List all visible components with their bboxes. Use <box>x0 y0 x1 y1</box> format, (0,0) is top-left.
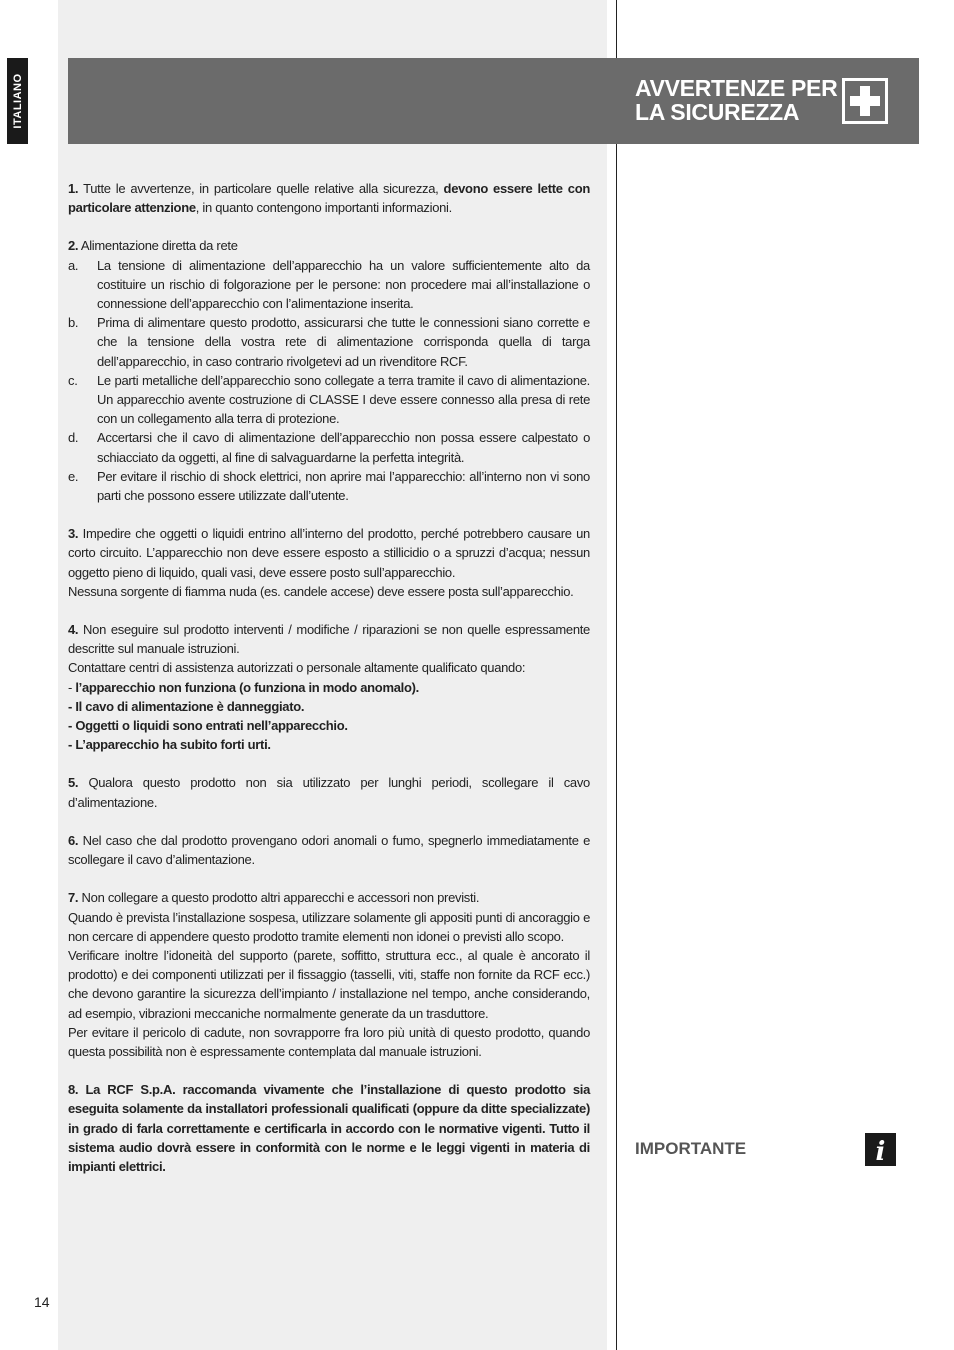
info-icon <box>865 1133 896 1166</box>
page-title-line2: LA SICUREZZA <box>635 99 800 125</box>
section-4-bullet-1: - l’apparecchio non funziona (o funziona in modo anomalo). <box>68 679 419 695</box>
section-3: 3. Impedire che oggetti o liquidi entrino all’interno del prodotto, perché potrebbero causare un corto circuito. L’apparecchio non deve essere esposto a stillicidio o a spruzzi d’acqua; nessun oggetto pieno di liquido, quali vasi, deve essere posto sull’apparecchio. <box>68 526 590 580</box>
section-1: 1. Tutte le avvertenze, in particolare quelle relative alla sicurezza, devono essere lette con particolare attenzione, in quanto contengono importanti informazioni. <box>68 181 590 216</box>
language-label: ITALIANO <box>11 73 24 129</box>
list-item: b. Prima di alimentare questo prodotto, assicurarsi che tutte le connessioni siano corrette e che la tensione della vostra rete di alimentazione corrisponda quella di targa dell’apparecchio, in caso contrario rivolgetevi ad un rivenditore RCF. <box>68 315 590 369</box>
first-aid-cross-icon <box>842 78 888 124</box>
section-7-paragraph-3: Verificare inoltre l’idoneità del supporto (parete, soffitto, struttura ecc., al quale è ancorato il prodotto) e dei componenti utilizzati per il fissaggio (tasselli, viti, staffe non fornite da RCF ecc.) che devono garantire la sicurezza dell’impianto / installazione nel tempo, anche considerando, ad esempio, vibrazioni meccaniche normalmente generate da un trasduttore. <box>68 947 590 1021</box>
list-item: a. La tensione di alimentazione dell’apparecchio ha un valore sufficientemente alto da costituire un rischio di folgorazione per le persone: non procedere mai all’installazione o connessione dell’apparecchio con l’alimentazione inserita. <box>68 257 590 312</box>
section-5: 5. Qualora questo prodotto non sia utilizzato per lunghi periodi, scollegare il cavo d’alimentazione. <box>68 775 590 810</box>
section-4-bullet-3: - Oggetti o liquidi sono entrati nell’apparecchio. <box>68 718 348 734</box>
column-divider <box>616 0 617 1350</box>
section-7-paragraph-4: Per evitare il pericolo di cadute, non sovrapporre fra loro più unità di questo prodotto, quando questa possibilità non è espressamente contemplata dal manuale istruzioni. <box>68 1024 590 1059</box>
importante-heading: IMPORTANTE <box>635 1139 747 1158</box>
section-3-paragraph-2: Nessuna sorgente di fiamma nuda (es. candele accese) deve essere posta sull’apparecchio. <box>68 583 574 599</box>
section-4-bullet-2: - Il cavo di alimentazione è danneggiato. <box>68 698 305 714</box>
list-item: d. Accertarsi che il cavo di alimentazione dell’apparecchio non possa essere calpestato o schiacciato da oggetti, al fine di salvaguardarne la perfetta integrità. <box>68 430 590 465</box>
section-4-paragraph-2: Contattare centri di assistenza autorizzati o personale altamente qualificato quando: <box>68 660 526 676</box>
section-2-title: 2. Alimentazione diretta da rete <box>68 238 238 254</box>
list-item: e. Per evitare il rischio di shock elettrici, non aprire mai l’apparecchio: all’interno non vi sono parti che possono essere utilizzate dall’utente. <box>68 468 590 504</box>
safety-content <box>68 179 590 1176</box>
svg-text:i: i <box>875 1137 886 1166</box>
page-title <box>635 76 837 124</box>
section-4-bullet-4: - L’apparecchio ha subito forti urti. <box>68 737 271 753</box>
section-7-paragraph-2: Quando è prevista l’installazione sospesa, utilizzare solamente gli appositi punti di ancoraggio e non cercare di appendere questo prodotto tramite elementi non idonei o previsti allo scopo. <box>68 909 590 944</box>
section-6: 6. Nel caso che dal prodotto provengano odori anomali o fumo, spegnerlo immediatamente e scollegare il cavo d’alimentazione. <box>68 832 590 868</box>
list-item: c. Le parti metalliche dell’apparecchio sono collegate a terra tramite il cavo di alimentazione. Un apparecchio avente costruzione di CLASSE I deve essere connesso alla presa di rete con un collegamento alla terra di protezione. <box>68 372 590 427</box>
section-8: 8. La RCF S.p.A. raccomanda vivamente che l’installazione di questo prodotto sia eseguita solamente da installatori professionali qualificati (oppure da ditte specializzate) in grado di farla correttamente e certificarla in accordo con le normative vigenti. Tutto il sistema audio dovrà essere in conformità con le norme e le leggi vigenti in materia di impianti elettrici. <box>68 1082 590 1174</box>
page-title-line1: AVVERTENZE PER <box>635 75 838 101</box>
page-number: 14 <box>34 1294 50 1310</box>
language-tab <box>7 58 28 144</box>
section-4: 4. Non eseguire sul prodotto interventi / modifiche / riparazioni se non quelle espressamente descritte sul manuale istruzioni. <box>68 622 590 657</box>
section-7: 7. Non collegare a questo prodotto altri apparecchi e accessori non previsti. <box>68 890 480 906</box>
